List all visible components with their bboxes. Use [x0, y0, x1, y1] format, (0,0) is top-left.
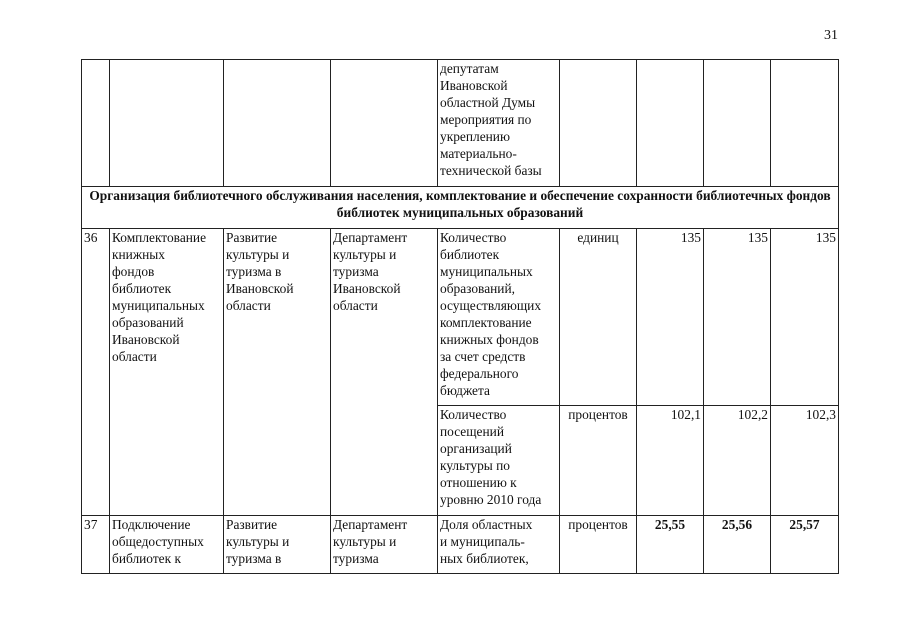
table-row-36 [82, 229, 839, 406]
cell-executor [331, 60, 438, 187]
cell-value-3: 135 [771, 229, 839, 406]
cell-unit: процентов [560, 516, 637, 574]
cell-measure: Комплектование книжных фондов библиотек муниципальных образований Ивановской области [110, 229, 224, 516]
cell-unit: процентов [560, 406, 637, 516]
cell-value-1 [637, 60, 704, 187]
row-number: 36 [82, 229, 110, 516]
cell-unit: единиц [560, 229, 637, 406]
cell-program [224, 60, 331, 187]
section-title: Организация библиотечного обслуживания населения, комплектование и обеспечение сохранности библиотечных фондов библиотек муниципальных образований [82, 187, 839, 229]
table-row-section [82, 187, 839, 229]
row-number: 37 [82, 516, 110, 574]
cell-indicator: Доля областных и муниципаль- ных библиотек, [438, 516, 560, 574]
cell-unit [560, 60, 637, 187]
cell-value-1: 102,1 [637, 406, 704, 516]
cell-executor: Департамент культуры и туризма Ивановской области [331, 229, 438, 516]
cell-indicator: депутатам Ивановской областной Думы мероприятия по укреплению материально- технической базы [438, 60, 560, 187]
cell-indicator: Количество посещений организаций культуры по отношению к уровню 2010 года [438, 406, 560, 516]
page-number: 31 [824, 28, 838, 43]
cell-value-3: 102,3 [771, 406, 839, 516]
cell-measure [110, 60, 224, 187]
cell-measure: Подключение общедоступных библиотек к [110, 516, 224, 574]
table-row-37 [82, 516, 839, 574]
program-table [81, 59, 839, 574]
cell-value-3 [771, 60, 839, 187]
cell-program: Развитие культуры и туризма в [224, 516, 331, 574]
cell-value-2 [704, 60, 771, 187]
cell-value-3: 25,57 [771, 516, 839, 574]
cell-executor: Департамент культуры и туризма [331, 516, 438, 574]
cell-value-1: 135 [637, 229, 704, 406]
table-row-continuation [82, 60, 839, 187]
cell-value-1: 25,55 [637, 516, 704, 574]
cell-number [82, 60, 110, 187]
cell-indicator: Количество библиотек муниципальных образований, осуществляющих комплектование книжных фондов за счет средств федерального бюджета [438, 229, 560, 406]
cell-value-2: 25,56 [704, 516, 771, 574]
cell-program: Развитие культуры и туризма в Ивановской области [224, 229, 331, 516]
cell-value-2: 135 [704, 229, 771, 406]
cell-value-2: 102,2 [704, 406, 771, 516]
